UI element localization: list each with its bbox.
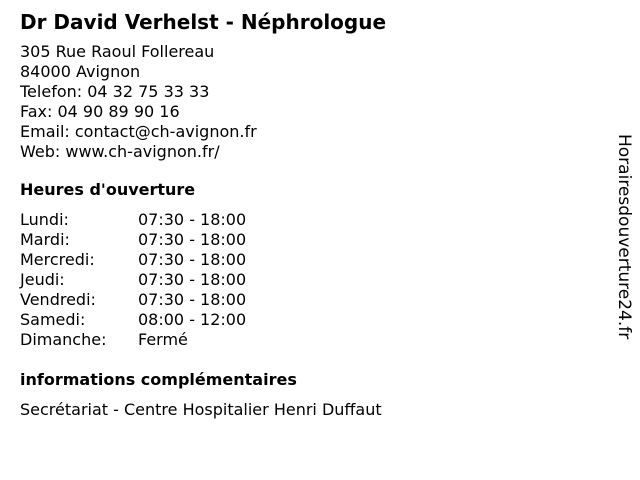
hours-row-tuesday [20,230,600,250]
hours-row-saturday [20,310,600,330]
hours-row-friday [20,290,600,310]
website-address: Web: www.ch-avignon.fr/ [20,142,220,161]
hours-row-monday [20,210,600,230]
hours-day: Mercredi: [20,250,95,269]
opening-hours-heading: Heures d'ouverture [20,180,196,199]
site-watermark: Horairesdouverture24.fr [614,134,634,340]
hours-time: 07:30 - 18:00 [138,270,247,289]
hours-row-wednesday [20,250,600,270]
hours-row-sunday [20,330,600,350]
hours-time: 07:30 - 18:00 [138,210,247,229]
hours-day: Mardi: [20,230,70,249]
contact-block [20,42,600,162]
hours-time: Fermé [138,330,188,349]
street-address: 305 Rue Raoul Follereau [20,42,215,61]
hours-time: 07:30 - 18:00 [138,250,247,269]
city-address: 84000 Avignon [20,62,141,81]
email-address: Email: contact@ch-avignon.fr [20,122,257,141]
additional-info-text: Secrétariat - Centre Hospitalier Henri Duffaut [20,400,382,419]
hours-day: Lundi: [20,210,69,229]
hours-day: Jeudi: [20,270,65,289]
page-title: Dr David Verhelst - Néphrologue [20,10,387,34]
hours-day: Dimanche: [20,330,107,349]
hours-time: 07:30 - 18:00 [138,230,247,249]
hours-time: 07:30 - 18:00 [138,290,247,309]
listing-content [20,10,600,420]
additional-info-heading: informations complémentaires [20,370,297,389]
phone-number: Telefon: 04 32 75 33 33 [20,82,210,101]
fax-number: Fax: 04 90 89 90 16 [20,102,180,121]
hours-day: Vendredi: [20,290,96,309]
opening-hours-table [20,210,600,350]
hours-day: Samedi: [20,310,86,329]
hours-time: 08:00 - 12:00 [138,310,247,329]
hours-row-thursday [20,270,600,290]
